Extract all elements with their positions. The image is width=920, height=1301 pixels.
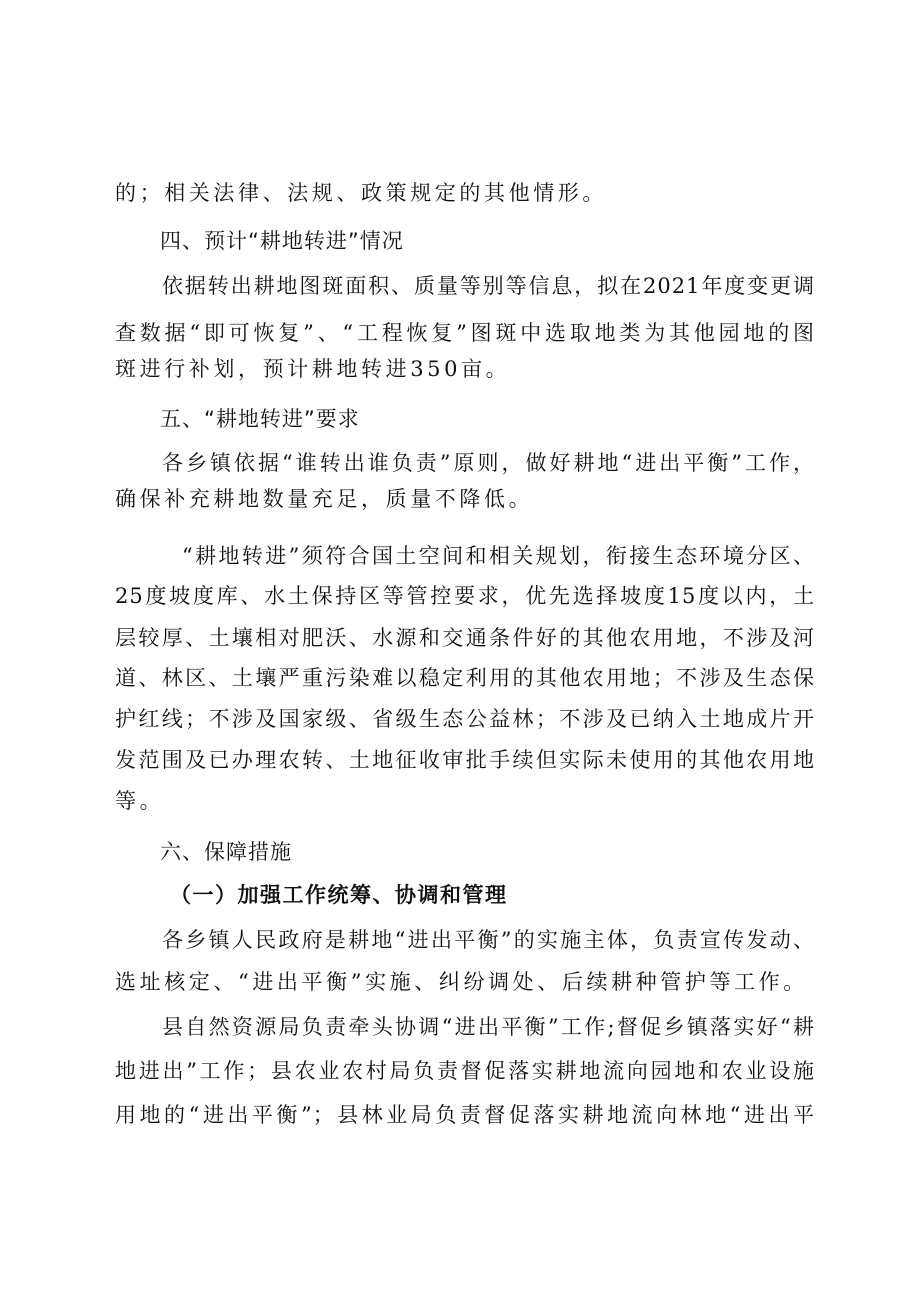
section-heading-6: 六、保障措施 [160, 840, 292, 864]
paragraph-line: 的；相关法律、法规、政策规定的其他情形。 [115, 181, 607, 205]
section-heading-4: 四、预计“耕地转进”情况 [160, 229, 404, 253]
paragraph-line: 道、林区、土壤严重污染难以稳定利用的其他农用地；不涉及生态保 [115, 666, 815, 690]
paragraph-line: 县自然资源局负责牵头协调“进出平衡”工作;督促乡镇落实好“耕 [162, 1015, 815, 1039]
section-heading-5: 五、“耕地转进”要求 [160, 407, 360, 431]
paragraph-line: 查数据“即可恢复”、“工程恢复”图斑中选取地类为其他园地的图 [115, 321, 815, 345]
paragraph-line: 层较厚、土壤相对肥沃、水源和交通条件好的其他农用地，不涉及河 [115, 626, 815, 650]
paragraph-line: 等。 [115, 789, 165, 813]
subsection-heading-6-1: （一）加强工作统筹、协调和管理 [170, 883, 508, 907]
paragraph-line: 确保补充耕地数量充足，质量不降低。 [115, 487, 534, 511]
paragraph-line: “耕地转进”须符合国土空间和相关规划，衔接生态环境分区、 [182, 544, 815, 568]
paragraph-line: 25度坡度库、水土保持区等管控要求，优先选择坡度15度以内，土 [115, 584, 815, 608]
paragraph-line: 斑进行补划，预计耕地转进350亩。 [115, 357, 511, 381]
paragraph-line: 护红线；不涉及国家级、省级生态公益林；不涉及已纳入土地成片开 [115, 707, 815, 731]
paragraph-line: 各乡镇依据“谁转出谁负责”原则，做好耕地“进出平衡”工作， [162, 451, 815, 475]
paragraph-line: 各乡镇人民政府是耕地“进出平衡”的实施主体，负责宣传发动、 [162, 928, 815, 952]
paragraph-line: 地进出”工作；县农业农村局负责督促落实耕地流向园地和农业设施 [115, 1059, 815, 1083]
paragraph-line: 用地的“进出平衡”；县林业局负责督促落实耕地流向林地“进出平 [115, 1103, 815, 1127]
paragraph-line: 选址核定、“进出平衡”实施、纠纷调处、后续耕种管护等工作。 [115, 970, 808, 994]
paragraph-line: 依据转出耕地图斑面积、质量等别等信息，拟在2021年度变更调 [162, 274, 815, 298]
paragraph-line: 发范围及已办理农转、土地征收审批手续但实际未使用的其他农用地 [115, 748, 815, 772]
